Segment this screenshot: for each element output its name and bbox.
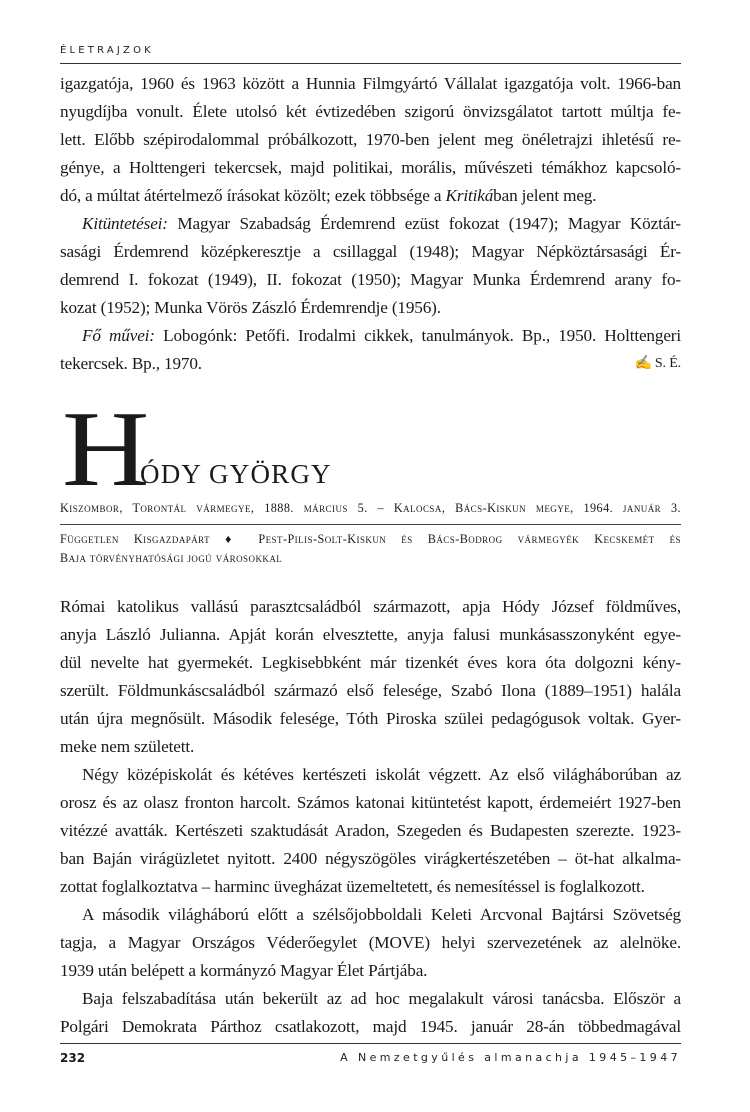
text-line: A második világháború előtt a szélsőjobboldali Keleti Arcvonal Bajtársi Szövetség (82, 905, 681, 924)
text-line: dó, a múltat átértelmező írásokat közölt; ezek többsége a Kritikában jelent meg. (60, 186, 597, 205)
text-line: sasági Érdemrend középkeresztje a csillaggal (1948); Magyar Népköztársasági Ér- (60, 242, 681, 261)
running-head: ÉLETRAJZOK (60, 45, 154, 56)
works-label: Fő művei: (82, 326, 155, 345)
awards-line: Kitüntetései: Magyar Szabadság Érdemrend ezüst fokozat (1947); Magyar Köztár- (82, 214, 681, 233)
entry-name: ÓDY GYÖRGY (140, 459, 332, 489)
book-page (60, 0, 681, 1112)
text-line: génye, a Holttengeri tekercsek, majd politikai, morális, művészeti témákhoz kapcsoló- (60, 158, 681, 177)
text-line: után újra megnősült. Második felesége, Tóth Piroska szülei pedagógusok voltak. Gyer- (60, 709, 681, 728)
text-line: Polgári Demokrata Párthoz csatlakozott, majd 1945. január 28-án többedmagával (60, 1017, 681, 1036)
text-line: 1939 után belépett a kormányzó Magyar Élet Pártjába. (60, 961, 428, 980)
footer-rule (60, 1043, 681, 1044)
text-line: Baja felszabadítása után bekerült az ad hoc megalakult városi tanácsba. Először a (82, 989, 681, 1008)
text-line: igazgatója, 1960 és 1963 között a Hunnia Filmgyártó Vállalat igazgatója volt. 1966-ban (60, 74, 681, 93)
journal-title: Kritiká (445, 186, 494, 205)
birth-death-line: Kiszombor, Torontál vármegye, 1888. március 5. – Kalocsa, Bács-Kiskun megye, 1964. január 3. (60, 501, 681, 515)
author-signature: ✍ S. É. (634, 356, 681, 371)
title-rule (60, 524, 681, 525)
text-line: orosz és az olasz fronton harcolt. Számos katonai kitüntetést kapott, érdemeiért 1927-ben (60, 793, 681, 812)
text-line: lett. Előbb szépirodalommal próbálkozott, 1970-ben jelent meg önéletrajzi ihletésű re- (60, 130, 681, 149)
text-line: kozat (1952); Munka Vörös Zászló Érdemrendje (1956). (60, 298, 441, 317)
works-line: Fő művei: Lobogónk: Petőfi. Irodalmi cikkek, tanulmányok. Bp., 1950. Holttengeri (82, 326, 681, 345)
party-constituency-line: Független Kisgazdapárt ♦ Pest-Pilis-Solt-Kiskun és Bács-Bodrog vármegyék Kecskemét és (60, 532, 681, 546)
party-constituency-line: Baja törvényhatósági jogú városokkal (60, 551, 283, 565)
text-line: demrend I. fokozat (1949), II. fokozat (1950); Magyar Munka Érdemrend arany fo- (60, 270, 681, 289)
pen-writing-icon: ✍ (634, 356, 652, 371)
text-line: Római katolikus vallású parasztcsaládból származott, apja Hódy József földműves, (60, 597, 681, 616)
text-line: vitézzé avatták. Kertészeti szaktudását Aradon, Szegeden és Budapesten szerezte. 1923- (60, 821, 681, 840)
header-rule (60, 63, 681, 64)
text-line: dül nevelte hat gyermekét. Legkisebbként már tizenkét éves kora óta dolgozni kény- (60, 653, 681, 672)
entry-body (60, 593, 681, 1041)
text-line: szerült. Földmunkáscsaládból származó első felesége, Szabó Ilona (1889–1951) halála (60, 681, 681, 700)
book-title: A Nemzetgyűlés almanachja 1945–1947 (340, 1051, 681, 1064)
page-number: 232 (60, 1051, 86, 1065)
previous-entry-text (60, 70, 681, 378)
text-line: ban Baján virágüzletet nyitott. 2400 négyszögöles virágkertészetében – öt-hat alkalma- (60, 849, 681, 868)
text-line: Négy középiskolát és kétéves kertészeti iskolát végzett. Az első világháborúban az (82, 765, 681, 784)
awards-label: Kitüntetései: (82, 214, 168, 233)
text-line: meke nem született. (60, 737, 195, 756)
text-line: nyugdíjba vonult. Élete utolsó két évtizedében szigorú önvizsgálatot tartott múltja fe- (60, 102, 681, 121)
text-line: zottat foglalkoztatva – harminc üvegházat üzemeltetett, és nemesítéssel is foglalkozott. (60, 877, 645, 896)
text-line: tekercsek. Bp., 1970. ✍ S. É. (60, 350, 681, 378)
text-line: anyja László Julianna. Apját korán elvesztette, anyja falusi munkásasszonyként egye- (60, 625, 681, 644)
text-line: tagja, a Magyar Országos Véderőegylet (MOVE) helyi szervezetének az alelnöke. (60, 933, 681, 952)
drop-cap: H (62, 390, 150, 509)
